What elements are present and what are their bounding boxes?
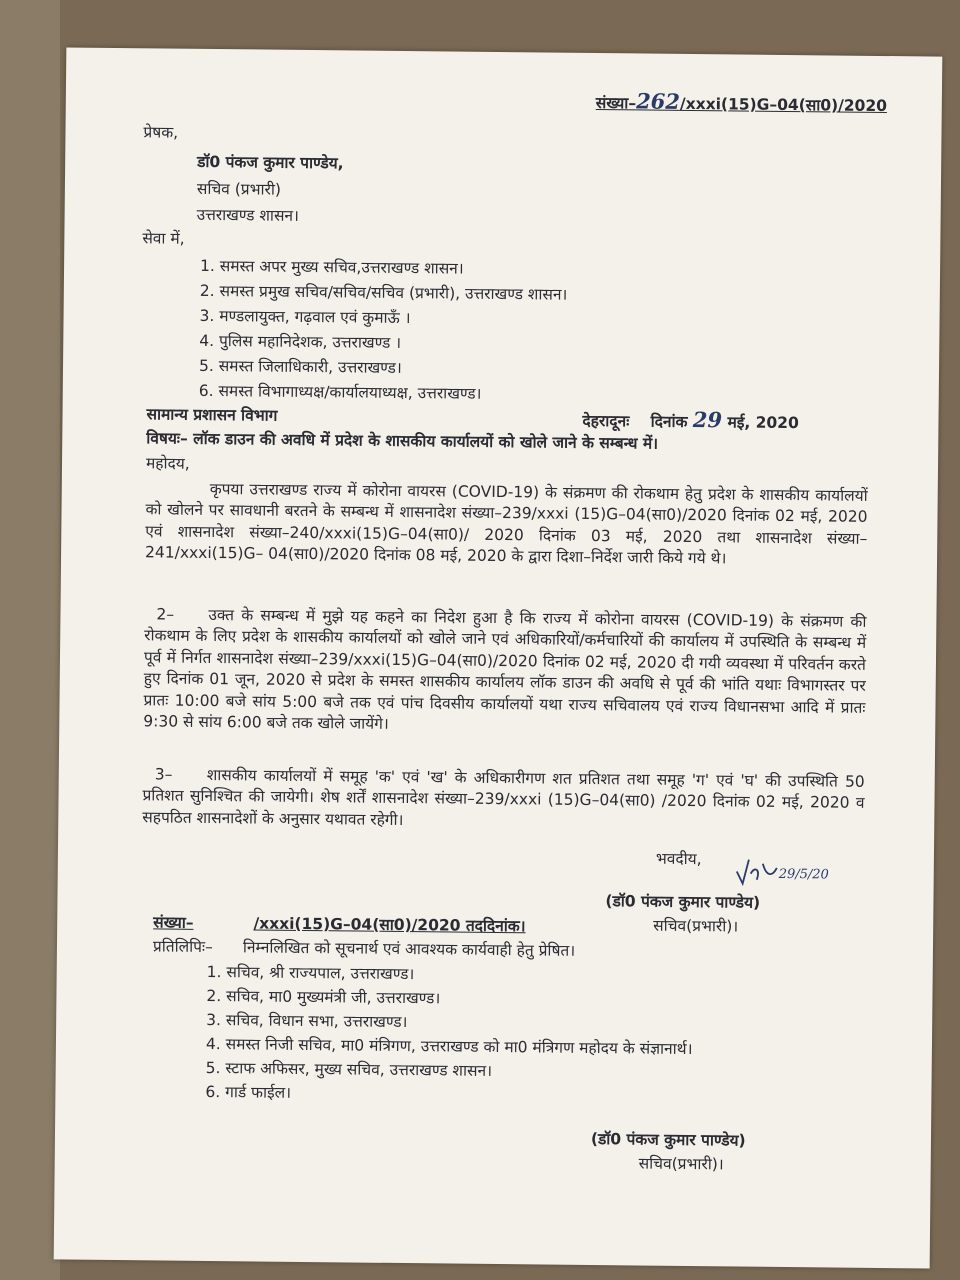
sender-designation: सचिव (प्रभारी): [196, 179, 282, 199]
copy-item: 2. सचिव, मा0 मुख्यमंत्री जी, उत्तराखण्ड।: [206, 986, 441, 1008]
place: देहरादूनः: [582, 411, 630, 431]
copy-reference-text: /xxxi(15)G–04(सा0)/2020 तददिनांक।: [253, 914, 526, 936]
paragraph-indent: [144, 619, 208, 620]
paragraph-2-text: उक्त के सम्बन्ध में मुझे यह कहने का निदेश हुआ है कि राज्य में कोरोना वायरस (COVID-19) के संक्रमण की रोकथाम के लिए प्रदेश के शासकीय कार्यालयों को खोले जाने एवं अधिकारियों/कर्मचारियों की कार्यालय में उपस्थिति के सम्बन्ध में पूर्व में निर्गत शासनादेश संख्या–239/xxxi(15)G–04(सा0)/2020 दिनांक 02 मई, 2020 दी गयी व्यवस्था में परिवर्तन करते हुए दिनांक 01 जून, 2020 से प्रदेश के समस्त शासकीय कार्यालय लॉक डाउन की अवधि से पूर्व की भांति यथाः विभागस्तर पर प्रातः 10:00 बजे सांय 5:00 बजे तक एवं पांच दिवसीय कार्यालयों यथा राज्य सचिवालय एवं राज्य विधानसभा आदि में प्रातः 9:30 से सांय 6:00 बजे तक खोले जायेंगे।: [143, 605, 867, 733]
signatory-name: (डॉ0 पंकज कुमार पाण्डेय): [605, 892, 761, 912]
handwritten-reference-number: 262: [636, 88, 681, 114]
signature-date: 29/5/20: [778, 866, 829, 883]
paragraph-1: [145, 478, 868, 571]
copy-item: 1. सचिव, श्री राज्यपाल, उत्तराखण्ड।: [206, 962, 415, 984]
recipient-item: 2. समस्त प्रमुख सचिव/सचिव/सचिव (प्रभारी), उत्तराखण्ड शासन।: [199, 281, 568, 304]
copy-item: 6. गार्ड फाईल।: [205, 1082, 292, 1102]
sender-name: डॉ0 पंकज कुमार पाण्डेय,: [197, 152, 344, 173]
paragraph-2: [143, 604, 866, 740]
copy-reference: [153, 912, 526, 936]
recipient-item: 1. समस्त अपर मुख्य सचिव,उत्तराखण्ड शासन।: [199, 256, 464, 278]
copy-reference-label: संख्या–: [153, 913, 194, 932]
signature-graphic: [733, 849, 829, 892]
recipient-item: 4. पुलिस महानिदेशक, उत्तराखण्ड ।: [199, 331, 402, 352]
recipient-item: 5. समस्त जिलाधिकारी, उत्तराखण्ड।: [198, 356, 402, 377]
sender-label: प्रेषक,: [143, 123, 179, 142]
background-surface: [0, 0, 60, 1280]
copy-label: प्रतिलिपिः–: [152, 937, 213, 957]
month-year: मई, 2020: [727, 413, 799, 433]
recipients-label: सेवा में,: [142, 229, 185, 248]
reference-number: [595, 88, 888, 116]
valediction: भवदीय,: [655, 849, 702, 869]
paragraph-3: [142, 764, 865, 836]
footer-signatory-name: (डॉ0 पंकज कुमार पाण्डेय): [590, 1130, 746, 1150]
date-label: दिनांक: [650, 412, 688, 431]
recipient-item: 3. मण्डलायुक्त, गढ़वाल एवं कुमाऊँ ।: [199, 306, 411, 328]
copy-item: 3. सचिव, विधान सभा, उत्तराखण्ड।: [206, 1010, 408, 1032]
copy-item: 5. स्टाफ अफिसर, मुख्य सचिव, उत्तराखण्ड शासन।: [205, 1058, 493, 1080]
paragraph-3-number: 3–: [154, 765, 173, 784]
signatory-designation: सचिव(प्रभारी)।: [653, 916, 739, 936]
subject-line: विषयः– लॉक डाउन की अवधि में प्रदेश के शासकीय कार्यालयों को खोले जाने के सम्बन्ध में।: [146, 429, 659, 453]
footer-signatory-designation: सचिव(प्रभारी)।: [638, 1154, 724, 1174]
copy-intro: निम्नलिखित को सूचनार्थ एवं आवश्यक कार्यवाही हेतु प्रेषित।: [242, 938, 576, 960]
recipient-item: 6. समस्त विभागाध्यक्ष/कार्यालयाध्यक्ष, उत्तराखण्ड।: [198, 381, 482, 403]
paragraph-indent: [143, 779, 207, 780]
reference-prefix: संख्या–: [595, 93, 637, 113]
handwritten-day: 29: [692, 407, 723, 433]
copy-item: 4. समस्त निजी सचिव, मा0 मंत्रिगण, उत्तराखण्ड को मा0 मंत्रिगण महोदय के संज्ञानार्थ।: [205, 1034, 693, 1059]
reference-suffix: /xxxi(15)G–04(सा0)/2020: [679, 94, 888, 116]
letter-page: [54, 47, 943, 1268]
sender-office: उत्तराखण्ड शासन।: [196, 205, 300, 225]
paragraph-indent: [146, 493, 210, 494]
place-date: [582, 409, 799, 433]
handwritten-signature: [733, 849, 829, 892]
paragraph-1-text: कृपया उत्तराखण्ड राज्य में कोरोना वायरस (COVID-19) के संक्रमण की रोकथाम हेतु प्रदेश के शासकीय कार्यालयों को खोलने पर सावधानी बरतने के सम्बन्ध में शासनादेश संख्या–239/xxxi (15)G–04(सा0)/2020 दिनांक 02 मई, 2020 एवं शासनादेश संख्या–240/xxxi(15)G–04(सा0)/ 2020 दिनांक 03 मई, 2020 तथा शासनादेश संख्या–241/xxxi(15)G– 04(सा0)/2020 दिनांक 08 मई, 2020 के द्वारा दिशा–निर्देश जारी किये गये थे।: [144, 479, 868, 568]
salutation: महोदय,: [145, 454, 190, 473]
department-name: सामान्य प्रशासन विभाग: [146, 405, 278, 425]
paragraph-2-number: 2–: [156, 605, 175, 624]
paragraph-3-text: शासकीय कार्यालयों में समूह 'क' एवं 'ख' के अधिकारीगण शत प्रतिशत तथा समूह 'ग' एवं 'घ' की उपस्थिति 50 प्रतिशत सुनिश्चित की जायेगी। शेष शर्तें शासनादेश संख्या–239/xxxi (15)G–04(सा0) /2020 दिनांक 02 मई, 2020 व सहपठित शासनादेशों के अनुसार यथावत रहेगी।: [142, 765, 865, 829]
